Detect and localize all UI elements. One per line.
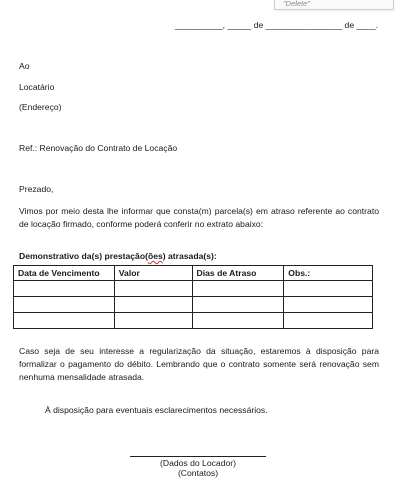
header-due-date: Data de Vencimento bbox=[14, 266, 115, 281]
comment-text: "Delete" bbox=[283, 0, 311, 8]
table-title-suffix: ) atrasada(s): bbox=[162, 251, 217, 261]
table-title-prefix: Demonstrativo da(s) prestação( bbox=[19, 251, 148, 261]
recipient-ao: Ao bbox=[19, 61, 30, 71]
table-cell bbox=[114, 313, 192, 329]
table-cell bbox=[284, 281, 373, 297]
greeting: Prezado, bbox=[19, 184, 54, 194]
overdue-table bbox=[13, 265, 373, 329]
table-row bbox=[14, 281, 373, 297]
recipient-name: Locatário bbox=[19, 82, 55, 92]
table-title bbox=[19, 251, 217, 261]
table-cell bbox=[14, 297, 115, 313]
comment-balloon bbox=[274, 0, 394, 10]
table-cell bbox=[192, 281, 284, 297]
table-row bbox=[14, 297, 373, 313]
closing-paragraph: Caso seja de seu interesse a regularização da situação, estaremos à disposição para formalizar o pagamento do débito. Lembrando que o contrato somente será renovação sem nenhuma mensalidade atrasada. bbox=[19, 346, 379, 382]
intro-paragraph: Vimos por meio desta lhe informar que consta(m) parcela(s) em atraso referente ao contrato de locação firmado, conforme poderá conferir no extrato abaixo: bbox=[19, 206, 379, 229]
signature-line bbox=[130, 456, 266, 457]
availability-line: À disposição para eventuais esclarecimentos necessários. bbox=[45, 405, 268, 415]
table-title-marked: ões bbox=[147, 251, 163, 261]
table-cell bbox=[192, 313, 284, 329]
landlord-contacts: (Contatos) bbox=[177, 468, 219, 478]
table-cell bbox=[192, 297, 284, 313]
table-cell bbox=[284, 297, 373, 313]
date-line: __________, _____ de ________________ de ____. bbox=[174, 20, 378, 30]
header-notes: Obs.: bbox=[284, 266, 373, 281]
table-cell bbox=[14, 281, 115, 297]
header-days-late: Dias de Atraso bbox=[192, 266, 284, 281]
header-value: Valor bbox=[114, 266, 192, 281]
landlord-data: (Dados do Locador) bbox=[160, 458, 236, 468]
table-row bbox=[14, 313, 373, 329]
table-header-row bbox=[14, 266, 373, 281]
table-cell bbox=[14, 313, 115, 329]
reference-line: Ref.: Renovação do Contrato de Locação bbox=[19, 143, 178, 153]
table-cell bbox=[114, 297, 192, 313]
table-cell bbox=[114, 281, 192, 297]
recipient-address: (Endereço) bbox=[19, 102, 62, 112]
table-cell bbox=[284, 313, 373, 329]
